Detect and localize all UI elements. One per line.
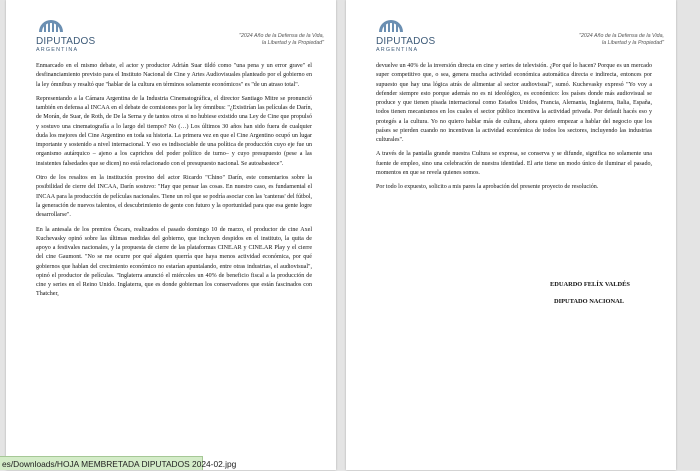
paragraph: Representando a la Cámara Argentina de la Industria Cinematográfica, el director Santiago Mitre se pronunció también en defensa al INCAA en el debate de comisiones por la ley ómnibus: "¿Existirían las películas de Darín, de Morán, de Suar, de Roth, de De la Serna y de tantos otros si no hubiese existido una Ley de Cine que propulsó y sostuvo una cinematografía a lo largo del tiempo? No (…) Los últimos 30 años han sido fuera de cualquier duda los mejores del Cine Argentino en toda su historia. La primera vez en que el Cine Argentino ocupó un lugar importante y sostenido a nivel internacional. Y eso es indisociable de una política de producción cuyo eje fue un organismo autárquico – ajeno a los caprichos del poder político de turno– y cuyo presupuesto (pese a las insistentes falsedades que se dicen) no está relacionado con el presupuesto nacional. Se autoabastece". [36, 95, 312, 167]
document-page-right [346, 0, 676, 470]
paragraph: Por todo lo expuesto, solicito a mis pares la aprobación del presente proyecto de resolución. [376, 184, 599, 191]
document-page-left [6, 0, 336, 470]
paragraph: Enmarcado en el mismo debate, el actor y productor Adrián Suar tildó como "una pena y un error grave" el desfinanciamiento previsto para el Instituto Nacional de Cine y Artes Audiovisuales planteado por el gobierno en la ley ómnibus y resaltó que "hablar de la cultura en términos solamente económicos" es "de un atraso total". [36, 63, 312, 88]
paragraph: devuelve un 40% de la inversión directa en cine y series de televisión. ¿Por qué lo hacen? Porque es un mercado super competitivo que, o sea, genera mucha actividad económica automática directa e indirecta, entonces por supuesto que hay una lógica atrás de alimentar al sector audiovisual", sumó. Kuchevasky expresó "Yo voy a defender siempre esto porque además no es ni ideológico, es económico: los países donde más audiovisual se produce y que tienen pisada internacional como Estados Unidos, Francia, Alemania, Inglaterra, Italia, España, todos tienen mecanismos en los cuales el sector público incentiva la actividad privada. Por default hacés eso y protegés a la cultura. Yo no quiero hablar más de cultura, ahora quiero empezar a hablar del negocio que los países se pierden cuando no incentivan la actividad económica de todos los sectores, incluyendo las industrias culturales". [376, 63, 652, 143]
body-text-left [36, 62, 312, 305]
motto-line-2: la Libertad y la Propiedad" [602, 39, 664, 46]
signature-title: DIPUTADO NACIONAL [553, 298, 624, 305]
logo-title: DIPUTADOS [36, 36, 96, 47]
paragraph: Otro de los resaltos en la institución provino del actor Ricardo "Chino" Darín, este comentarios sobre la posibilidad de cierre del INCAA, Darín sostuvo: "Hay que pensar las cosas. En nuestro caso, es fundamental el INCAA para la producción de películas nacionales. Tiene un rol que se podría asociar con las 'canteras' del fútbol, la generación de nuevos talentos, el descubrimiento de gente con futuro y la oportunidad para que esa gente logre desarrollarse". [36, 175, 312, 219]
logo-subtitle: ARGENTINA [376, 47, 419, 53]
logo-subtitle: ARGENTINA [36, 47, 79, 53]
diputados-logo [376, 14, 456, 53]
letterhead [6, 0, 336, 60]
body-text-right [376, 62, 652, 198]
letterhead [346, 0, 676, 60]
motto-line-1: "2024 Año de la Defensa de la Vida, [579, 33, 664, 39]
sun-arch-icon [376, 14, 406, 34]
year-motto [184, 33, 324, 46]
signature-name: EDUARDO FELÍX VALDÉS [549, 281, 630, 288]
sun-arch-icon [36, 14, 66, 34]
paragraph: En la antesala de los premios Óscars, realizados el pasado domingo 10 de marzo, el productor de cine Axel Kuchevasky opinó sobre las últimas medidas del gobierno, que incluyen despidos en el instituto, la quita de apoyo a festivales nacionales, y la propuesta de cierre de las plataformas CINE.AR y CINE.AR Play y el cierre del cine Gaumont. "No se me ocurre por qué alguien querría que haya menos actividad económica, por qué gobiernos que hablan del crecimiento económico no estarían apuntalando, entre otras industrias, el audiovisual", opinó el productor de películas. "Inglaterra anunció el miércoles un 40% de beneficio fiscal a la producción de cine y series en el Reino Unido. Inglaterra, que es donde gobiernan los conservadores que están fascinados con Thatcher, [36, 226, 312, 298]
motto-line-1: "2024 Año de la Defensa de la Vida, [239, 33, 324, 39]
logo-title: DIPUTADOS [376, 36, 436, 47]
paragraph: A través de la pantalla grande nuestra Cultura se expresa, se conserva y se difunde, significa no solamente una fuente de empleo, sino una celebración de nuestra identidad. El arte tiene un modo único de iluminar el pasado, momentos en que se revela quienes somos. [376, 151, 652, 176]
file-path-statusbar: es/Downloads/HOJA MEMBRETADA DIPUTADOS 2024-02.jpg [0, 456, 203, 470]
diputados-logo [36, 14, 116, 53]
year-motto [524, 33, 664, 46]
motto-line-2: la Libertad y la Propiedad" [262, 39, 324, 46]
